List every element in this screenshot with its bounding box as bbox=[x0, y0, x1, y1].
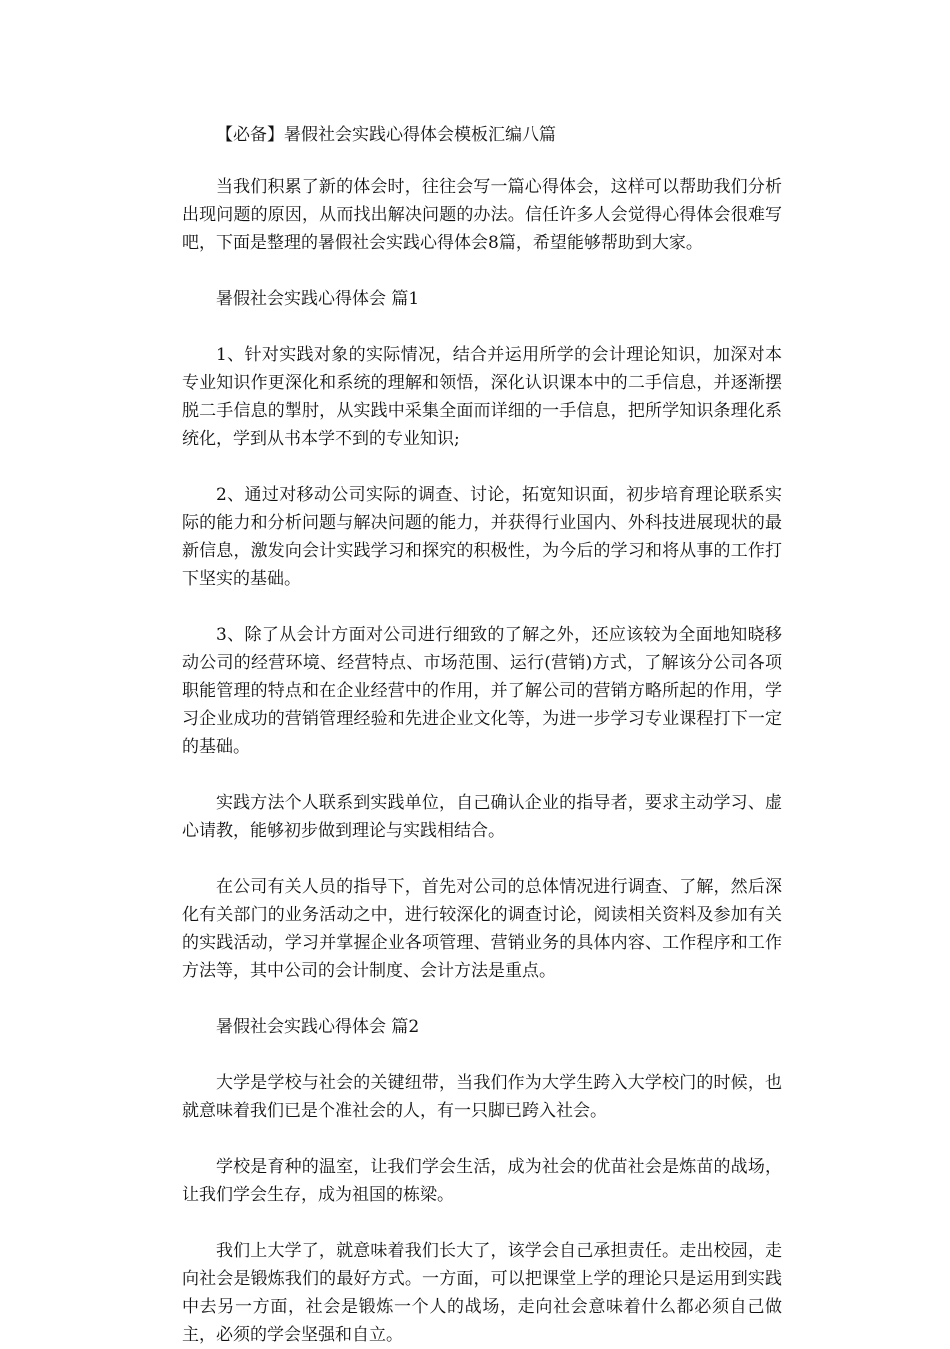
paragraph-item-2: 2、通过对移动公司实际的调查、讨论，拓宽知识面，初步培育理论联系实际的能力和分析问题与解决问题的能力，并获得行业国内、外科技进展现状的最新信息，激发向会计实践学习和探究的积极性，为今后的学习和将从事的工作打下坚实的基础。 bbox=[182, 485, 782, 589]
section-heading-2: 暑假社会实践心得体会 篇2 bbox=[216, 1017, 420, 1037]
paragraph-university: 大学是学校与社会的关键纽带，当我们作为大学生跨入大学校门的时候，也就意味着我们已是个准社会的人，有一只脚已跨入社会。 bbox=[182, 1073, 782, 1121]
paragraph-school: 学校是育种的温室，让我们学会生活，成为社会的优苗社会是炼苗的战场，让我们学会生存，成为祖国的栋梁。 bbox=[182, 1157, 782, 1205]
intro-paragraph: 当我们积累了新的体会时，往往会写一篇心得体会，这样可以帮助我们分析出现问题的原因，从而找出解决问题的办法。信任许多人会觉得心得体会很难写吧，下面是整理的暑假社会实践心得体会8篇，希望能够帮助到大家。 bbox=[182, 177, 782, 253]
paragraph-item-3: 3、除了从会计方面对公司进行细致的了解之外，还应该较为全面地知晓移动公司的经营环境、经营特点、市场范围、运行(营销)方式，了解该分公司各项职能管理的特点和在企业经营中的作用，并了解公司的营销方略所起的作用，学习企业成功的营销管理经验和先进企业文化等，为进一步学习专业课程打下一定的基础。 bbox=[182, 625, 782, 757]
section-heading-1: 暑假社会实践心得体会 篇1 bbox=[216, 289, 420, 309]
paragraph-growing-up: 我们上大学了，就意味着我们长大了，该学会自己承担责任。走出校园，走向社会是锻炼我们的最好方式。一方面，可以把课堂上学的理论只是运用到实践中去另一方面，社会是锻炼一个人的战场，走向社会意味着什么都必须自己做主，必须的学会坚强和自立。 bbox=[182, 1241, 782, 1345]
paragraph-item-1: 1、针对实践对象的实际情况，结合并运用所学的会计理论知识，加深对本专业知识作更深化和系统的理解和领悟，深化认识课本中的二手信息，并逐渐摆脱二手信息的掣肘，从实践中采集全面而详细的一手信息，把所学知识条理化系统化，学到从书本学不到的专业知识; bbox=[182, 345, 782, 449]
document-title: 【必备】暑假社会实践心得体会模板汇编八篇 bbox=[216, 125, 556, 145]
paragraph-practice-method: 实践方法个人联系到实践单位，自己确认企业的指导者，要求主动学习、虚心请教，能够初步做到理论与实践相结合。 bbox=[182, 793, 782, 841]
paragraph-guidance: 在公司有关人员的指导下，首先对公司的总体情况进行调查、了解，然后深化有关部门的业务活动之中，进行较深化的调查讨论，阅读相关资料及参加有关的实践活动，学习并掌握企业各项管理、营销业务的具体内容、工作程序和工作方法等，其中公司的会计制度、会计方法是重点。 bbox=[182, 877, 782, 981]
document-body bbox=[182, 121, 782, 1349]
